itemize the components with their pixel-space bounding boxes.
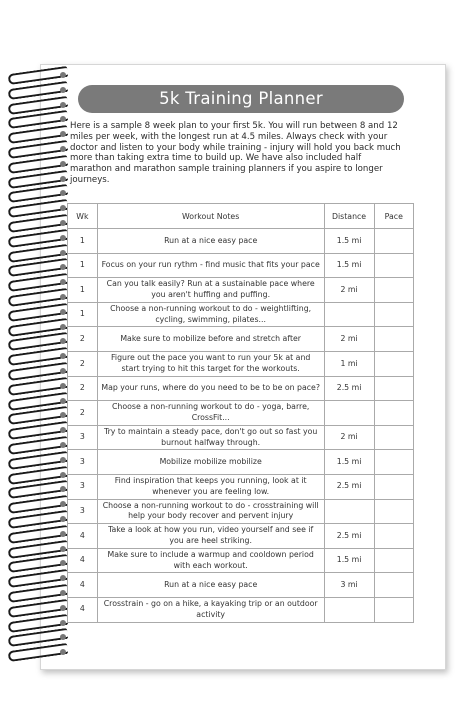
- cell-workout-notes: Run at a nice easy pace: [97, 229, 324, 254]
- cell-week: 2: [68, 376, 98, 401]
- spiral-coil: [8, 174, 66, 184]
- punch-hole: [60, 264, 66, 270]
- spiral-coil: [8, 558, 66, 568]
- cell-week: 4: [68, 524, 98, 549]
- cell-pace: [374, 229, 413, 254]
- cell-week: 2: [68, 401, 98, 426]
- spiral-coil: [8, 484, 66, 494]
- spiral-coil: [8, 544, 66, 554]
- table-row: [68, 253, 414, 278]
- cell-workout-notes: Make sure to mobilize before and stretch after: [97, 327, 324, 352]
- punch-hole: [60, 457, 66, 463]
- spiral-coil: [8, 632, 66, 642]
- table-row: [68, 573, 414, 598]
- spiral-coil: [8, 70, 66, 80]
- spiral-coil: [8, 425, 66, 435]
- cell-workout-notes: Try to maintain a steady pace, don't go out so fast you burnout halfway through.: [97, 425, 324, 450]
- table-row: [68, 597, 414, 622]
- cell-workout-notes: Mobilize mobilize mobilize: [97, 450, 324, 475]
- punch-hole: [60, 427, 66, 433]
- page-title: 5k Training Planner: [78, 85, 404, 113]
- cell-distance: 2 mi: [324, 425, 374, 450]
- header-distance: Distance: [324, 204, 374, 229]
- cell-week: 1: [68, 278, 98, 303]
- cell-week: 3: [68, 425, 98, 450]
- cell-week: 1: [68, 253, 98, 278]
- cell-distance: 1.5 mi: [324, 548, 374, 573]
- punch-hole: [60, 87, 66, 93]
- header-workout-notes: Workout Notes: [97, 204, 324, 229]
- cell-distance: 2.5 mi: [324, 474, 374, 499]
- punch-hole: [60, 250, 66, 256]
- punch-hole: [60, 398, 66, 404]
- cell-pace: [374, 302, 413, 327]
- spiral-coil: [8, 396, 66, 406]
- cell-pace: [374, 573, 413, 598]
- spiral-coil: [8, 262, 66, 272]
- cell-distance: 2.5 mi: [324, 524, 374, 549]
- table-row: [68, 499, 414, 524]
- spiral-coil: [8, 188, 66, 198]
- cell-pace: [374, 524, 413, 549]
- punch-hole: [60, 102, 66, 108]
- training-table: [67, 203, 414, 623]
- punch-hole: [60, 383, 66, 389]
- cell-distance: 2 mi: [324, 278, 374, 303]
- punch-hole: [60, 649, 66, 655]
- cell-week: 2: [68, 327, 98, 352]
- spiral-coil: [8, 529, 66, 539]
- spiral-coil: [8, 100, 66, 110]
- cell-distance: 2.5 mi: [324, 376, 374, 401]
- cell-distance: 1.5 mi: [324, 229, 374, 254]
- spiral-coil: [8, 292, 66, 302]
- punch-hole: [60, 486, 66, 492]
- cell-workout-notes: Choose a non-running workout to do - weightlifting, cycling, swimming, pilates...: [97, 302, 324, 327]
- cell-workout-notes: Run at a nice easy pace: [97, 573, 324, 598]
- table-row: [68, 229, 414, 254]
- table-row: [68, 548, 414, 573]
- punch-hole: [60, 590, 66, 596]
- cell-week: 4: [68, 548, 98, 573]
- spiral-coil: [8, 248, 66, 258]
- punch-hole: [60, 634, 66, 640]
- cell-week: 3: [68, 499, 98, 524]
- cell-pace: [374, 425, 413, 450]
- spiral-coil: [8, 470, 66, 480]
- cell-workout-notes: Figure out the pace you want to run your 5k at and start trying to hit this target for the workouts.: [97, 351, 324, 376]
- cell-pace: [374, 499, 413, 524]
- spiral-coil: [8, 307, 66, 317]
- punch-hole: [60, 294, 66, 300]
- punch-hole: [60, 605, 66, 611]
- punch-hole: [60, 442, 66, 448]
- punch-hole: [60, 575, 66, 581]
- spiral-coil: [8, 336, 66, 346]
- intro-paragraph: Here is a sample 8 week plan to your first 5k. You will run between 8 and 12 miles per week, with the longest run at 4.5 miles. Always check with your doctor and listen to your body while training - injury will hold you back much more than taking extra time to build up. We have also included half marathon and marathon sample training planners if you aspire to longer journeys.: [70, 121, 401, 185]
- spiral-coil: [8, 277, 66, 287]
- punch-hole: [60, 190, 66, 196]
- cell-distance: 2 mi: [324, 327, 374, 352]
- cell-workout-notes: Crosstrain - go on a hike, a kayaking trip or an outdoor activity: [97, 597, 324, 622]
- spiral-coil: [8, 573, 66, 583]
- table-row: [68, 474, 414, 499]
- punch-hole: [60, 176, 66, 182]
- cell-distance: 3 mi: [324, 573, 374, 598]
- spiral-coil: [8, 499, 66, 509]
- spiral-coil: [8, 440, 66, 450]
- spiral-coil: [8, 129, 66, 139]
- cell-pace: [374, 597, 413, 622]
- spiral-coil: [8, 114, 66, 124]
- cell-distance: [324, 597, 374, 622]
- punch-hole: [60, 546, 66, 552]
- table-header-row: [68, 204, 414, 229]
- table-row: [68, 302, 414, 327]
- punch-hole: [60, 131, 66, 137]
- punch-hole: [60, 146, 66, 152]
- punch-hole: [60, 116, 66, 122]
- cell-workout-notes: Map your runs, where do you need to be to be on pace?: [97, 376, 324, 401]
- spiral-coil: [8, 588, 66, 598]
- cell-pace: [374, 327, 413, 352]
- spiral-coil: [8, 85, 66, 95]
- punch-hole: [60, 353, 66, 359]
- cell-week: 4: [68, 573, 98, 598]
- punch-hole: [60, 309, 66, 315]
- cell-distance: 1.5 mi: [324, 450, 374, 475]
- spiral-coil: [8, 647, 66, 657]
- punch-hole: [60, 516, 66, 522]
- punch-hole: [60, 560, 66, 566]
- cell-workout-notes: Make sure to include a warmup and cooldown period with each workout.: [97, 548, 324, 573]
- table-row: [68, 401, 414, 426]
- punch-hole: [60, 220, 66, 226]
- punch-hole: [60, 620, 66, 626]
- cell-pace: [374, 253, 413, 278]
- punch-hole: [60, 279, 66, 285]
- cell-pace: [374, 278, 413, 303]
- cell-distance: [324, 401, 374, 426]
- punch-hole: [60, 338, 66, 344]
- punch-hole: [60, 235, 66, 241]
- spiral-coil: [8, 455, 66, 465]
- cell-pace: [374, 450, 413, 475]
- punch-hole: [60, 72, 66, 78]
- spiral-coil: [8, 203, 66, 213]
- cell-workout-notes: Take a look at how you run, video yourself and see if you are heel striking.: [97, 524, 324, 549]
- spiral-coil: [8, 322, 66, 332]
- cell-distance: [324, 302, 374, 327]
- punch-hole: [60, 205, 66, 211]
- spiral-coil: [8, 351, 66, 361]
- table-row: [68, 376, 414, 401]
- cell-week: 3: [68, 474, 98, 499]
- spiral-coil: [8, 144, 66, 154]
- cell-week: 2: [68, 351, 98, 376]
- spiral-binding: [0, 70, 70, 670]
- cell-pace: [374, 401, 413, 426]
- table-row: [68, 425, 414, 450]
- spiral-coil: [8, 233, 66, 243]
- header-wk: Wk: [68, 204, 98, 229]
- table-row: [68, 278, 414, 303]
- punch-hole: [60, 324, 66, 330]
- spiral-coil: [8, 366, 66, 376]
- table-row: [68, 327, 414, 352]
- punch-hole: [60, 531, 66, 537]
- cell-week: 1: [68, 229, 98, 254]
- cell-workout-notes: Focus on your run rythm - find music that fits your pace: [97, 253, 324, 278]
- cell-week: 3: [68, 450, 98, 475]
- spiral-coil: [8, 618, 66, 628]
- cell-distance: [324, 499, 374, 524]
- spiral-coil: [8, 514, 66, 524]
- cell-pace: [374, 351, 413, 376]
- punch-hole: [60, 472, 66, 478]
- cell-workout-notes: Find inspiration that keeps you running, look at it whenever you are feeling low.: [97, 474, 324, 499]
- cell-distance: 1 mi: [324, 351, 374, 376]
- cell-pace: [374, 376, 413, 401]
- punch-hole: [60, 501, 66, 507]
- spiral-coil: [8, 381, 66, 391]
- spiral-coil: [8, 410, 66, 420]
- cell-week: 4: [68, 597, 98, 622]
- cell-pace: [374, 474, 413, 499]
- cell-pace: [374, 548, 413, 573]
- cell-workout-notes: Choose a non-running workout to do - crosstraining will help your body recover and pervent injury: [97, 499, 324, 524]
- cell-distance: 1.5 mi: [324, 253, 374, 278]
- punch-hole: [60, 412, 66, 418]
- spiral-coil: [8, 218, 66, 228]
- spiral-coil: [8, 603, 66, 613]
- punch-hole: [60, 368, 66, 374]
- punch-hole: [60, 161, 66, 167]
- table-row: [68, 450, 414, 475]
- cell-week: 1: [68, 302, 98, 327]
- table-row: [68, 524, 414, 549]
- cell-workout-notes: Choose a non-running workout to do - yoga, barre, CrossFit...: [97, 401, 324, 426]
- header-pace: Pace: [374, 204, 413, 229]
- spiral-coil: [8, 159, 66, 169]
- cell-workout-notes: Can you talk easily? Run at a sustainable pace where you aren't huffing and puffing.: [97, 278, 324, 303]
- table-row: [68, 351, 414, 376]
